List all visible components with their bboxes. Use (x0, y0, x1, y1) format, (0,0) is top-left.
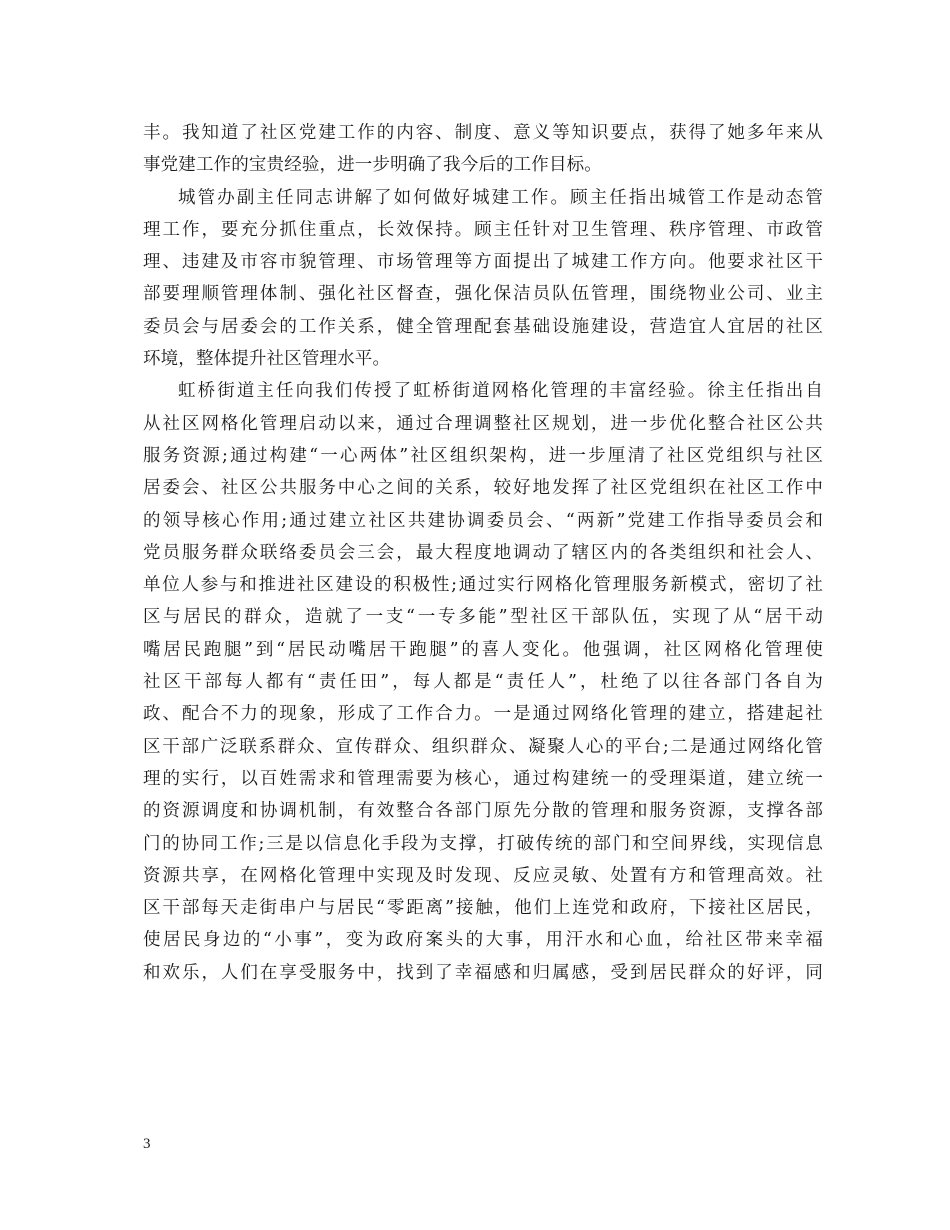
text-line: 社区干部每人都有“责任田”，每人都是“责任人”，杜绝了以往各部门各自为 (143, 672, 823, 693)
text-line: 部要理顺管理体制、强化社区督查，强化保洁员队伍管理，围绕物业公司、业主 (143, 284, 823, 305)
text-line: 和欢乐，人们在享受服务中，找到了幸福感和归属感，受到居民群众的好评，同 (143, 962, 823, 983)
text-line: 从社区网格化管理启动以来，通过合理调整社区规划，进一步优化整合社区公共 (143, 413, 823, 434)
text-line: 理、违建及市容市貌管理、市场管理等方面提出了城建工作方向。他要求社区干 (143, 252, 823, 273)
text-line: 政、配合不力的现象，形成了工作合力。一是通过网络化管理的建立，搭建起社 (143, 704, 823, 725)
text-line: 嘴居民跑腿”到“居民动嘴居干跑腿”的喜人变化。他强调，社区网格化管理使 (143, 639, 823, 660)
text-line: 理的实行，以百姓需求和管理需要为核心，通过构建统一的受理渠道，建立统一 (143, 768, 823, 789)
text-line: 服务资源;通过构建“一心两体”社区组织架构，进一步厘清了社区党组织与社区 (143, 445, 823, 466)
text-line: 的领导核心作用;通过建立社区共建协调委员会、“两新”党建工作指导委员会和 (143, 510, 823, 531)
text-line: 门的协同工作;三是以信息化手段为支撑，打破传统的部门和空间界线，实现信息 (143, 833, 823, 854)
text-line: 资源共享，在网格化管理中实现及时发现、反应灵敏、处置有方和管理高效。社 (143, 865, 823, 886)
page-number: 3 (143, 1136, 151, 1152)
text-line: 环境，整体提升社区管理水平。 (143, 349, 391, 370)
text-line: 丰。我知道了社区党建工作的内容、制度、意义等知识要点，获得了她多年来从 (143, 123, 823, 143)
text-line: 党员服务群众联络委员会三会，最大程度地调动了辖区内的各类组织和社会人、 (143, 542, 823, 563)
text-line: 区干部每天走街串户与居民“零距离”接触，他们上连党和政府，下接社区居民， (143, 898, 823, 919)
text-line: 区干部广泛联系群众、宣传群众、组织群众、凝聚人心的平台;二是通过网络化管 (143, 736, 823, 757)
text-line: 的资源调度和协调机制，有效整合各部门原先分散的管理和服务资源，支撑各部 (143, 801, 823, 822)
text-line: 居委会、社区公共服务中心之间的关系，较好地发挥了社区党组织在社区工作中 (143, 478, 823, 499)
text-line: 城管办副主任同志讲解了如何做好城建工作。顾主任指出城管工作是动态管 (178, 187, 823, 208)
text-line: 区与居民的群众，造就了一支“一专多能”型社区干部队伍，实现了从“居干动 (143, 607, 823, 628)
text-line: 委员会与居委会的工作关系，健全管理配套基础设施建设，营造宜人宜居的社区 (143, 316, 823, 337)
text-line: 虹桥街道主任向我们传授了虹桥街道网格化管理的丰富经验。徐主任指出自 (178, 381, 823, 402)
text-line: 事党建工作的宝贵经验，进一步明确了我今后的工作目标。 (143, 155, 602, 176)
body-text (143, 117, 823, 989)
text-line: 理工作，要充分抓住重点，长效保持。顾主任针对卫生管理、秩序管理、市政管 (143, 219, 823, 240)
text-line: 单位人参与和推进社区建设的积极性;通过实行网格化管理服务新模式，密切了社 (143, 575, 823, 596)
text-line: 使居民身边的“小事”，变为政府案头的大事，用汗水和心血，给社区带来幸福 (143, 930, 823, 951)
